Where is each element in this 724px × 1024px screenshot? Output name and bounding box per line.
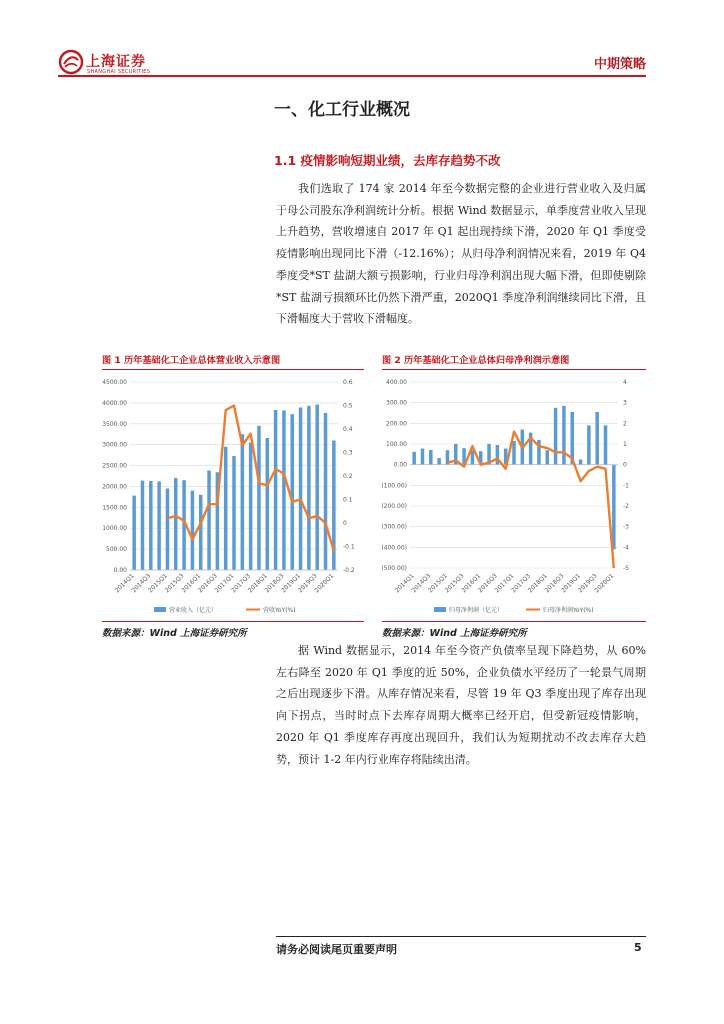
x-tick-label: 2016Q3 xyxy=(476,572,499,595)
x-tick-label: 2014Q3 xyxy=(130,572,153,595)
x-tick-label: 2017Q1 xyxy=(213,572,236,595)
y-left-tick-label: (500.00) xyxy=(381,565,407,572)
y-right-tick-label: 3 xyxy=(623,399,627,407)
figure-1-title: 图 1 历年基础化工企业总体营业收入示意图 xyxy=(102,355,281,366)
figure-bottom-rule-1 xyxy=(102,621,364,622)
footer-disclaimer: 请务必阅读尾页重要声明 xyxy=(276,943,397,956)
legend-label-bar: 归母净利润（亿元） xyxy=(449,607,504,614)
y-right-tick-label: -5 xyxy=(623,565,629,572)
y-right-tick-label: 0.3 xyxy=(343,449,353,457)
y-left-tick-label: 4000.00 xyxy=(102,399,127,407)
bar xyxy=(512,441,515,465)
revenue-chart xyxy=(100,372,366,620)
y-left-tick-label: (300.00) xyxy=(381,523,407,531)
x-tick-label: 2016Q1 xyxy=(180,572,203,595)
y-right-tick-label: 0.2 xyxy=(343,473,353,480)
bar xyxy=(471,450,474,464)
bar xyxy=(257,426,260,570)
y-right-tick-label: -0.2 xyxy=(343,567,355,574)
bar xyxy=(282,410,285,570)
figure-title-rule-2 xyxy=(382,369,646,370)
paragraph-2-text: 据 Wind 数据显示，2014 年至今资产负债率呈现下降趋势，从 60%左右降至 2020 年 Q1 季度的近 50%，企业负债水平经历了一轮景气周期之后出现逐步下滑。从库存情况来看，尽管 19 年 Q3 季度出现了库存出现向下拐点，当时时点下去库存周期大概率已经开启，但受新冠疫情影响，2020 年 Q1 季度库存再度出现回升，我们认为短期扰动不改去库存大趋势，预计 1-2 年内行业库存将陆续出清。 xyxy=(276,644,646,766)
figure-1-source: 数据来源：Wind 上海证券研究所 xyxy=(102,628,247,639)
y-right-tick-label: -4 xyxy=(623,544,629,552)
logo-emblem-icon xyxy=(58,49,84,75)
x-tick-label: 2020Q1 xyxy=(313,572,336,595)
x-tick-label: 2020Q1 xyxy=(593,572,616,595)
y-left-tick-label: 4500.00 xyxy=(102,379,127,386)
bar xyxy=(299,407,302,570)
x-tick-label: 2016Q3 xyxy=(196,572,219,595)
y-left-tick-label: (400.00) xyxy=(381,544,407,552)
y-left-tick-label: 3000.00 xyxy=(102,441,127,449)
bar xyxy=(421,449,424,465)
y-right-tick-label: 0.4 xyxy=(343,426,353,433)
y-left-tick-label: 1500.00 xyxy=(102,504,127,512)
x-tick-label: 2017Q3 xyxy=(510,572,533,595)
legend-swatch-bar xyxy=(434,607,446,612)
y-right-tick-label: 0.5 xyxy=(343,402,353,410)
bar xyxy=(587,425,590,464)
bar xyxy=(290,414,293,570)
y-left-tick-label: 2500.00 xyxy=(102,462,127,470)
bar xyxy=(157,481,160,570)
y-right-tick-label: 0 xyxy=(623,461,627,469)
x-tick-label: 2018Q3 xyxy=(263,572,286,595)
x-tick-label: 2015Q1 xyxy=(147,572,169,595)
bar xyxy=(324,413,327,570)
x-tick-label: 2017Q1 xyxy=(493,572,516,595)
y-right-tick-label: -0.1 xyxy=(343,543,355,551)
paragraph-2 xyxy=(276,640,646,770)
y-left-tick-label: 100.00 xyxy=(386,441,407,448)
x-tick-label: 2019Q3 xyxy=(576,572,599,595)
y-left-tick-label: 400.00 xyxy=(386,379,407,386)
bar xyxy=(266,438,269,570)
bar xyxy=(166,489,169,570)
bar xyxy=(595,412,598,465)
x-tick-label: 2016Q1 xyxy=(460,572,483,595)
bar xyxy=(232,456,235,570)
bar xyxy=(207,471,210,570)
y-right-tick-label: -3 xyxy=(623,523,629,531)
bar xyxy=(429,450,432,465)
y-right-tick-label: 0 xyxy=(343,520,347,527)
x-tick-label: 2014Q3 xyxy=(410,572,433,595)
y-left-tick-label: 0.00 xyxy=(113,567,127,574)
y-left-tick-label: (100.00) xyxy=(381,482,407,490)
y-right-tick-label: -1 xyxy=(623,482,629,490)
x-tick-label: 2019Q1 xyxy=(280,572,302,595)
bar xyxy=(149,481,152,570)
report-type: 中期策略 xyxy=(593,57,646,72)
bar xyxy=(612,465,615,550)
x-tick-label: 2019Q1 xyxy=(560,572,582,595)
bar xyxy=(437,458,440,465)
bar xyxy=(191,491,194,570)
bar xyxy=(579,460,582,465)
x-tick-label: 2018Q1 xyxy=(246,572,269,595)
y-right-tick-label: 0.1 xyxy=(343,496,353,504)
y-left-tick-label: 2000.00 xyxy=(102,483,127,491)
bar xyxy=(554,408,557,465)
bar xyxy=(562,406,565,465)
x-tick-label: 2018Q1 xyxy=(526,572,549,595)
y-right-tick-label: -2 xyxy=(623,503,629,510)
figure-2-source: 数据来源：Wind 上海证券研究所 xyxy=(382,628,527,639)
legend-label-line: 归母净利润YoY(%) xyxy=(543,607,594,614)
x-tick-label: 2017Q3 xyxy=(230,572,253,595)
paragraph-1-text: 我们选取了 174 家 2014 年至今数据完整的企业进行营业收入及归属于母公司股东净利润统计分析。根据 Wind 数据显示，单季度营业收入呈现上升趋势，营收增速自 2017 年 Q1 起出现持续下滑，2020 年 Q1 季度受疫情影响出现同比下滑（-12.16%）；从归母净利润情况来看，2019 年 Q4 季度受*ST 盐湖大额亏损影响，行业归母净利润出现大幅下滑，但即使剔除*ST 盐湖亏损额环比仍然下滑严重，2020Q1 季度净利润继续同比下滑，且下滑幅度大于营收下滑幅度。 xyxy=(276,182,646,326)
y-left-tick-label: 200.00 xyxy=(386,420,407,428)
bar xyxy=(315,405,318,570)
bar xyxy=(241,434,244,570)
y-left-tick-label: (200.00) xyxy=(381,503,407,510)
legend-swatch-bar xyxy=(154,607,166,612)
header-rule xyxy=(58,75,646,77)
x-tick-label: 2015Q3 xyxy=(163,572,186,595)
x-tick-label: 2019Q3 xyxy=(296,572,319,595)
bar xyxy=(307,406,310,570)
page-number: 5 xyxy=(634,941,642,954)
figure-bottom-rule-2 xyxy=(382,621,646,622)
header-logo xyxy=(58,47,158,77)
bar xyxy=(249,443,252,570)
bar xyxy=(141,481,144,570)
x-tick-label: 2015Q3 xyxy=(443,572,466,595)
logo-text: 上海证券 xyxy=(86,54,146,70)
footer-rule xyxy=(276,936,646,937)
figure-2-title: 图 2 历年基础化工企业总体归母净利润示意图 xyxy=(382,355,570,366)
x-tick-label: 2018Q3 xyxy=(543,572,566,595)
logo-subtext: SHANGHAI SECURITIES xyxy=(87,69,151,75)
y-left-tick-label: 500.00 xyxy=(106,546,127,554)
y-left-tick-label: 1000.00 xyxy=(102,525,127,533)
subsection-title: 1.1 疫情影响短期业绩，去库存趋势不改 xyxy=(274,153,501,168)
bar xyxy=(412,452,415,465)
x-tick-label: 2014Q1 xyxy=(113,572,136,595)
y-left-tick-label: 0.00 xyxy=(393,461,407,469)
y-right-tick-label: 1 xyxy=(623,441,627,448)
y-right-tick-label: 0.6 xyxy=(343,379,353,386)
bar xyxy=(174,478,177,570)
figure-title-rule-1 xyxy=(102,369,364,370)
y-left-tick-label: 3500.00 xyxy=(102,420,127,428)
x-tick-label: 2015Q1 xyxy=(427,572,449,595)
legend-label-bar: 营业收入（亿元） xyxy=(169,607,218,614)
bar xyxy=(224,447,227,570)
y-right-tick-label: 4 xyxy=(623,379,627,386)
section-title: 一、化工行业概况 xyxy=(274,100,410,120)
y-right-tick-label: 2 xyxy=(623,420,627,428)
legend-label-line: 营收YoY(%) xyxy=(263,607,296,614)
paragraph-1 xyxy=(276,178,646,330)
bar xyxy=(274,410,277,570)
bar xyxy=(604,425,607,464)
bar xyxy=(546,450,549,464)
net-profit-chart xyxy=(380,372,646,620)
x-tick-label: 2014Q1 xyxy=(393,572,416,595)
bar xyxy=(132,496,135,570)
y-left-tick-label: 300.00 xyxy=(386,399,407,407)
bar xyxy=(199,495,202,570)
